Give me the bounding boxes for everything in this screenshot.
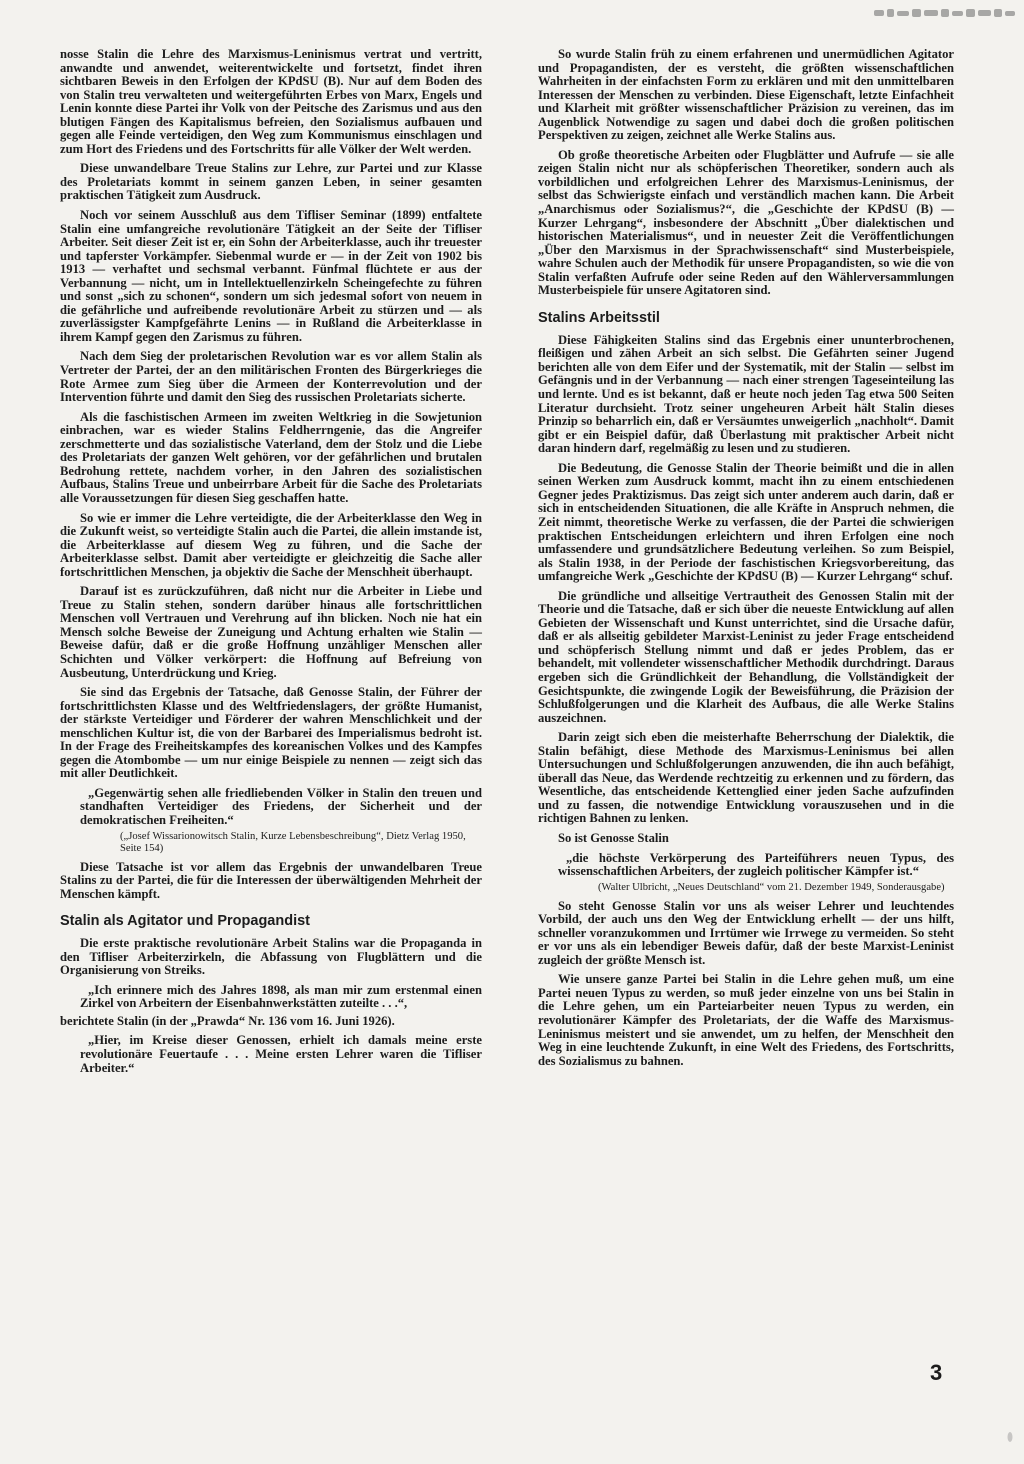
left-quote-3 xyxy=(80,1034,482,1075)
ink-smudge-mark xyxy=(1006,1430,1014,1444)
left-paragraph-8: Sie sind das Ergebnis der Tatsache, daß Genosse Stalin, der Führer der fortschrittlichsten Klasse und des Weltfriedenslagers, der größte Humanist, der stärkste Verteidiger und Förderer der wahren Menschlichkeit und der menschlichen Kultur ist, die von der Barbarei des Imperialismus bedroht ist. In der Frage des Freiheitskampfes des koreanischen Volkes und des Kampfes gegen die Atombombe — um nur einige Beispiele zu nennen — zeigt sich das mit aller Deutlichkeit. xyxy=(60,685,482,781)
right-quote-1 xyxy=(558,852,954,894)
left-paragraph-10: Die erste praktische revolutionäre Arbeit Stalins war die Propaganda in den Tifliser Arbeiterzirkeln, die Abfassung von Flugblättern und die Organisierung von Streiks. xyxy=(60,936,482,978)
left-paragraph-11: berichtete Stalin (in der „Prawda“ Nr. 136 vom 16. Juni 1926). xyxy=(60,1013,395,1028)
left-paragraph-2: Diese unwandelbare Treue Stalins zur Lehre, zur Partei und zur Klasse des Proletariats kommt in seinem ganzen Leben, in seiner gesamten praktischen Tätigkeit zum Ausdruck. xyxy=(60,161,482,203)
section-heading-agitator: Stalin als Agitator und Propagandist xyxy=(60,913,311,930)
left-paragraph-1: nosse Stalin die Lehre des Marxismus-Leninismus vertrat und vertritt, anwandte und anwendet, weiterentwickelte und fortsetzt, findet ihren sichtbaren Beweis in den Erfolgen der KPdSU (B). Nur auf dem Boden des von Stalin treu verwalteten und weitergeführten Erbes von Marx, Engels und Lenin konnte diese Partei ihr Volk von der Peitsche des Zarismus und aus den blutigen Fängen des Kapitalismus befreien, den Sozialismus aufbauen und gegen alle Feinde verteidigen, den Weg zum Kommunismus einschlagen und zum Hort des Friedens und des Fortschritts für alle Völker der Welt werden. xyxy=(60,47,482,156)
right-paragraph-1: So wurde Stalin früh zu einem erfahrenen und unermüdlichen Agitator und Propagandisten, der es versteht, die größten wissenschaftlichen Wahrheiten in der einfachsten Form zu erklären und mit den unmittelbaren Interessen der Menschen zu verbinden. Diese Eigenschaft, letzte Einfachheit und Klarheit mit größter wissenschaftlicher Präzision zu vereinen, das im Augenblick Notwendige zu sagen und dabei doch die großen politischen Perspektiven zu zeigen, zeichnet alle Werke Stalins aus. xyxy=(538,47,954,143)
right-paragraph-4: Die Bedeutung, die Genosse Stalin der Theorie beimißt und die in allen seinen Werken zum Ausdruck kommt, macht ihn zu einem entschiedenen Gegner jedes Praktizismus. Das zeigt sich unter anderem auch darin, daß er sich in entscheidenden Situationen, die alle Kräfte in Anspruch nehmen, die Zeit nimmt, theoretische Werke zu verfassen, die der Partei die schwierigen praktischen Entscheidungen erleichtern und ihren Erfolgen eine noch umfassendere und grundsätzlichere Bedeutung verleihen. So zum Beispiel, als Stalin 1938, in der Periode der faschistischen Kriegsvorbereitung, das umfangreiche Werk „Geschichte der KPdSU (B) — Kurzer Lehrgang“ schuf. xyxy=(538,460,954,584)
left-paragraph-9: Diese Tatsache ist vor allem das Ergebnis der unwandelbaren Treue Stalins zu der Partei, die für die Interessen der überwältigenden Mehrheit der Menschen kämpft. xyxy=(60,859,482,901)
right-paragraph-3: Diese Fähigkeiten Stalins sind das Ergebnis einer ununterbrochenen, fleißigen und zähen Arbeit an sich selbst. Die Gefährten seiner Jugend berichten alle von dem Eifer und der Systematik, mit der Stalin — selbst im Gefängnis und in der Verbannung — nach einer strengen Tageseinteilung las und lernte. Und es ist bekannt, daß er heute noch jeden Tag etwa 500 Seiten Literatur durchsieht. Trotz seiner ungeheuren Arbeit hält Stalin dieses Prinzip so beharrlich ein, daß er Versäumtes unweigerlich „nachholt“. Damit gibt er ein Beispiel dafür, daß Überlastung mit praktischer Arbeit nicht daran hindern darf, regelmäßig zu lesen und zu studieren. xyxy=(538,332,954,456)
section-heading-arbeitsstil: Stalins Arbeitsstil xyxy=(538,309,660,326)
right-paragraph-7: So ist Genosse Stalin xyxy=(558,830,669,845)
left-paragraph-6: So wie er immer die Lehre verteidigte, die der Arbeiterklasse den Weg in die Zukunft weist, so verteidigte Stalin auch die Partei, die allein imstande ist, die Arbeiterklasse auf diesem Weg zu führen, und die Sache der Arbeiterklasse selbst. Damit aber verteidigte er gleichzeitig die Sache aller fortschrittlichen Menschen, ja objektiv die Sache der Menschheit überhaupt. xyxy=(60,510,482,579)
right-quote-1-text: „die höchste Verkörperung des Parteiführers neuen Typus, des wissenschaftlichen Arbeiters, der zugleich politischer Kämpfer ist.“ xyxy=(558,850,954,879)
left-quote-2 xyxy=(80,984,482,1011)
left-column xyxy=(60,48,482,1079)
right-paragraph-8: So steht Genosse Stalin vor uns als weiser Lehrer und leuchtendes Vorbild, der auch uns den Weg der Entwicklung erhellt — der uns hilft, schneller voranzukommen und Irrtümer wie Irrwege zu vermeiden. So steht er vor uns als ein lebendiger Beweis dafür, daß der beste Marxist-Leninist zugleich der größte Mensch ist. xyxy=(538,898,954,967)
left-quote-1-text: „Gegenwärtig sehen alle friedliebenden Völker in Stalin den treuen und standhaften Verteidiger des Friedens, der Sicherheit und der demokratischen Freiheiten.“ xyxy=(80,785,482,827)
left-quote-1-source: („Josef Wissarionowitsch Stalin, Kurze Lebensbeschreibung“, Dietz Verlag 1950, Seite 154) xyxy=(120,830,466,854)
right-quote-1-source: (Walter Ulbricht, „Neues Deutschland“ vom 21. Dezember 1949, Sonderausgabe) xyxy=(598,881,945,893)
page-number: 3 xyxy=(930,1360,943,1385)
right-paragraph-5: Die gründliche und allseitige Vertrautheit des Genossen Stalin mit der Theorie und die Tatsache, daß er sich über die neueste Entwicklung auf allen Gebieten der Wissenschaft und Kunst unterrichtet, sind die Ursache dafür, daß er als allseitig gebildeter Marxist-Leninist zu jeder Frage entscheidend und schöpferisch Stellung nimmt und daß er jedes Problem, das er behandelt, mit vollendeter wissenschaftlicher Methodik durchdringt. Daraus ergeben sich die Gründlichkeit der Behandlung, die Vollständigkeit der Gesichtspunkte, die zwingende Logik der Beweisführung, die Präzision der Schlußfolgerungen und die Klarheit des Aufbaus, die alle Werke Stalins auszeichnen. xyxy=(538,588,954,725)
archive-stamp-mark xyxy=(872,6,1018,20)
right-paragraph-2: Ob große theoretische Arbeiten oder Flugblätter und Aufrufe — sie alle zeigen Stalin nicht nur als schöpferischen Theoretiker, sondern auch als vorbildlichen und erfolgreichen Lehrer des Marxismus-Leninismus, der selbst das Schwierigste einfach und verständlich machen kann. Die Arbeit „Anarchismus oder Sozialismus?“, die „Geschichte der KPdSU (B) — Kurzer Lehrgang“, insbesondere der Abschnitt „Über dialektischen und historischen Materialismus“, und in neuester Zeit die Veröffentlichungen „Über den Marxismus in der Sprachwissenschaft“ sind Musterbeispiele, wahre Schulen auch der Methodik für unsere Propagandisten, so wie die von Stalin verfaßten Aufrufe oder seine Reden auf den Wählerversammlungen Musterbeispiele für unsere Agitatoren sind. xyxy=(538,147,954,298)
left-quote-3-text: „Hier, im Kreise dieser Genossen, erhielt ich damals meine erste revolutionäre Feuertaufe . . . Meine ersten Lehrer waren die Tifliser Arbeiter.“ xyxy=(80,1033,482,1075)
left-paragraph-3: Noch vor seinem Ausschluß aus dem Tifliser Seminar (1899) entfaltete Stalin eine umfangreiche revolutionäre Tätigkeit an der Seite der Tifliser Arbeiter. Seit dieser Zeit ist er, ein Sohn der Arbeiterklasse, auch ihr treuester und tapferster Vorkämpfer. Siebenmal wurde er — in der Zeit von 1902 bis 1913 — verhaftet und sechsmal verbannt. Fünfmal flüchtete er aus der Verbannung — nicht, um in Intellektuellenzirkeln Scheingefechte zu führen und sonst „sich zu schonen“, sondern um sich jedesmal sofort von neuem in die gefährliche und aufreibende revolutionäre Arbeit zu stürzen und — als zuverlässigster Kampfgefährte Lenins — in Rußland die Arbeiterklasse in ihrem Kampf gegen den Zarismus zu führen. xyxy=(60,208,482,344)
right-paragraph-6: Darin zeigt sich eben die meisterhafte Beherrschung der Dialektik, die Stalin befähigt, diese Methode des Marxismus-Leninismus bei allen Untersuchungen und Schlußfolgerungen anzuwenden, die ihn auch befähigt, überall das Neue, das Werdende rechtzeitig zu erkennen und zu fördern, das Wesentliche, das entscheidende Kettenglied einer jeden Sache aufzufinden und zu fassen, die notwendige Entwicklung vorauszusehen und in die richtigen Bahnen zu lenken. xyxy=(538,730,954,826)
left-quote-1 xyxy=(80,787,482,855)
left-paragraph-5: Als die faschistischen Armeen im zweiten Weltkrieg in die Sowjetunion einbrachen, war es wieder Stalins Feldherrngenie, das die Angreifer zerschmetterte und das sozialistische Vaterland, dem der Stolz und die Liebe des Proletariats der ganzen Welt gehören, vor der gefährlichen und brutalen Bedrohung rettete, nachdem vorher, in den Jahren des sozialistischen Aufbaus, Stalins Treue und unbeirrbare Arbeit für die Sache des Proletariats alle Voraussetzungen für diesen Sieg geschaffen hatte. xyxy=(60,409,482,505)
left-paragraph-7: Darauf ist es zurückzuführen, daß nicht nur die Arbeiter in Liebe und Treue zu Stalin stehen, sondern darüber hinaus alle fortschrittlichen Menschen voll Vertrauen und Verehrung auf ihn blicken. Noch nie hat ein Mensch solche Beweise der Zuneigung und Achtung erhalten wie Stalin — Beweise dafür, daß er die große Hoffnung unzähliger Menschen aller Schichten und Völker verkörpert: die Hoffnung auf Befreiung von Ausbeutung, Unterdrückung und Krieg. xyxy=(60,584,482,680)
left-paragraph-4: Nach dem Sieg der proletarischen Revolution war es vor allem Stalin als Vertreter der Partei, der an den militärischen Fronten des Bürgerkrieges die Rote Armee zum Sieg über die Armeen der Konterrevolution und der Intervention führte und damit den Sieg des russischen Proletariats sicherte. xyxy=(60,349,482,405)
left-quote-2-text: „Ich erinnere mich des Jahres 1898, als man mir zum erstenmal einen Zirkel von Arbeitern der Eisenbahnwerkstätten zuteilte . . .“, xyxy=(80,982,482,1011)
right-paragraph-9: Wie unsere ganze Partei bei Stalin in die Lehre gehen muß, um eine Partei neuen Typus zu werden, so muß jeder einzelne von uns bei Stalin in die Lehre gehen, um ein Parteiarbeiter neuen Typus zu werden, ein revolutionärer Kämpfer des Proletariats, der die Waffe des Marxismus-Leninismus meistert und sie anwendet, um zu helfen, der Menschheit den Weg in eine leuchtende Zukunft, in eine Welt des Friedens, des Fortschritts, des Sozialismus zu bahnen. xyxy=(538,972,954,1068)
right-column xyxy=(538,48,954,1074)
